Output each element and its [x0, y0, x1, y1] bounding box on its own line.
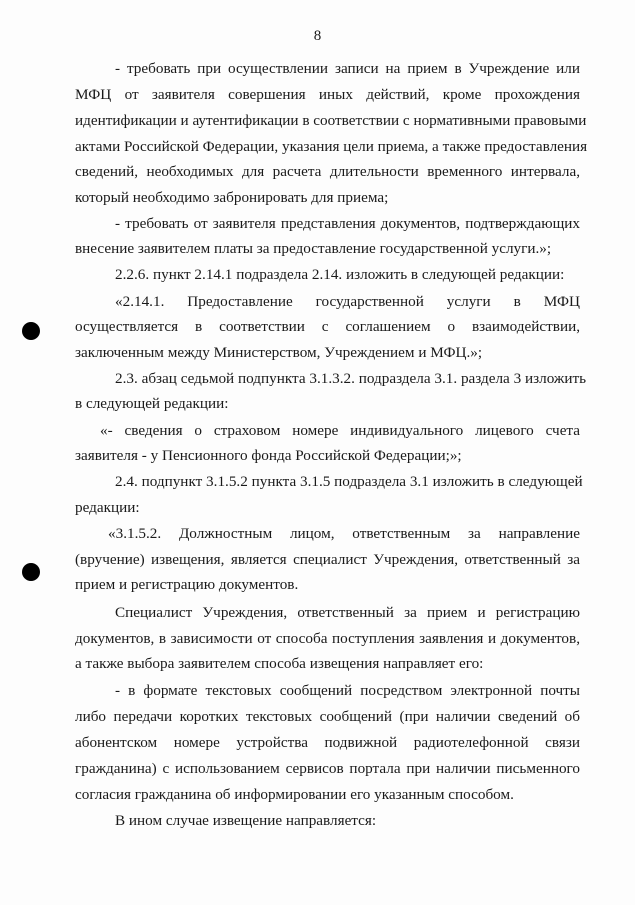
- text-line: МФЦ от заявителя совершения иных действий, кроме прохождения: [75, 86, 580, 103]
- text-line: сведений, необходимых для расчета длительности временного интервала,: [75, 163, 580, 180]
- text-line: 2.2.6. пункт 2.14.1 подраздела 2.14. изложить в следующей редакции:: [115, 266, 565, 283]
- text-line: внесение заявителем платы за предоставление государственной услуги.»;: [75, 240, 552, 257]
- text-line: в следующей редакции:: [75, 395, 229, 412]
- text-line: «3.1.5.2. Должностным лицом, ответственным за направление: [108, 525, 580, 542]
- text-line: заключенным между Министерством, Учреждением и МФЦ.»;: [75, 344, 483, 361]
- text-line: - в формате текстовых сообщений посредством электронной почты: [115, 682, 580, 699]
- text-line: 2.4. подпункт 3.1.5.2 пункта 3.1.5 подраздела 3.1 изложить в следующей: [115, 473, 583, 490]
- text-line: который необходимо забронировать для приема;: [75, 189, 389, 206]
- text-line: Специалист Учреждения, ответственный за прием и регистрацию: [115, 604, 580, 621]
- text-line: либо передачи коротких текстовых сообщений (при наличии сведений об: [75, 708, 580, 725]
- text-line: абонентском номере устройства подвижной радиотелефонной связи: [75, 734, 580, 751]
- page-number: 8: [313, 28, 322, 44]
- text-line: согласия гражданина об информировании его указанным способом.: [75, 786, 514, 803]
- text-line: В ином случае извещение направляется:: [115, 812, 377, 829]
- text-line: идентификации и аутентификации в соответствии с нормативными правовыми: [75, 112, 587, 129]
- punch-hole-mark: [22, 563, 40, 581]
- text-line: осуществляется в соответствии с соглашением о взаимодействии,: [75, 318, 580, 335]
- text-line: «- сведения о страховом номере индивидуального лицевого счета: [100, 422, 580, 439]
- text-line: 2.3. абзац седьмой подпункта 3.1.3.2. подраздела 3.1. раздела 3 изложить: [115, 370, 587, 387]
- text-line: актами Российской Федерации, указания цели приема, а также предоставления: [75, 138, 588, 155]
- text-line: (вручение) извещения, является специалист Учреждения, ответственный за: [75, 551, 580, 568]
- text-line: прием и регистрацию документов.: [75, 576, 299, 593]
- text-line: а также выбора заявителем способа извещения направляет его:: [75, 655, 484, 672]
- text-line: «2.14.1. Предоставление государственной услуги в МФЦ: [115, 293, 580, 310]
- text-line: гражданина) с использованием сервисов портала при наличии письменного: [75, 760, 580, 777]
- text-line: документов, в зависимости от способа поступления заявления и документов,: [75, 630, 580, 647]
- text-line: - требовать при осуществлении записи на прием в Учреждение или: [115, 60, 580, 77]
- text-line: - требовать от заявителя представления документов, подтверждающих: [115, 215, 580, 232]
- text-line: редакции:: [75, 499, 140, 516]
- text-line: заявителя - у Пенсионного фонда Российской Федерации;»;: [75, 447, 462, 464]
- punch-hole-mark: [22, 322, 40, 340]
